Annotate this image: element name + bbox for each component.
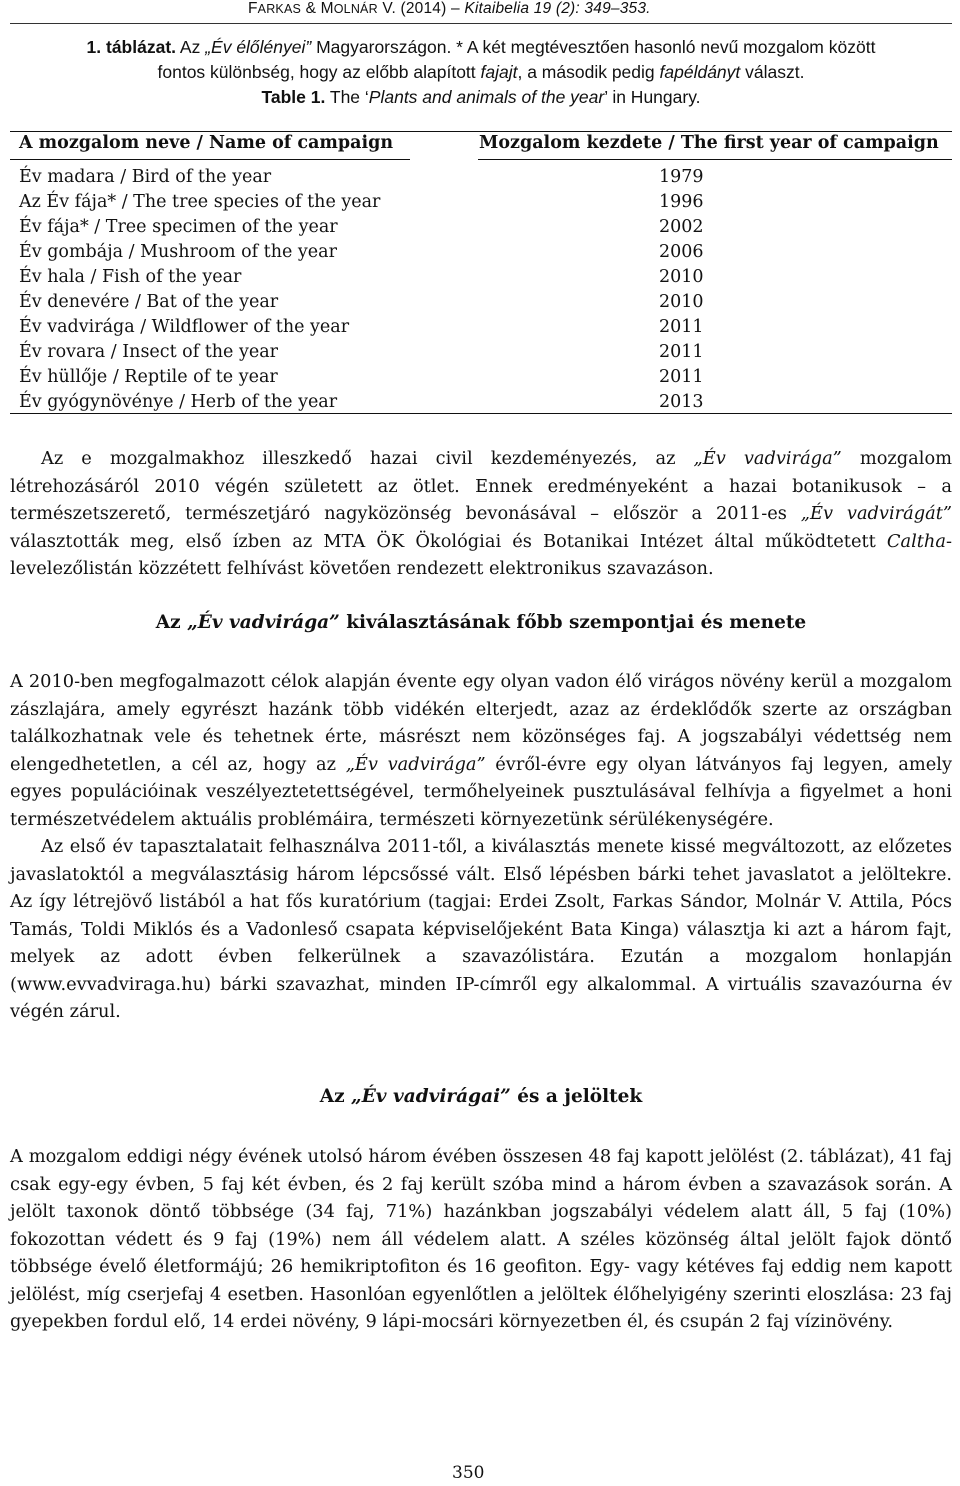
table-row <box>19 367 719 392</box>
citation-dash: – <box>450 0 460 17</box>
paragraph-intro <box>10 445 952 583</box>
row-name: Év gyógynövénye / Herb of the year <box>19 392 338 412</box>
row-name: Év gombája / Mushroom of the year <box>19 242 337 262</box>
row-year: 2013 <box>659 392 704 412</box>
row-year: 2011 <box>659 317 704 337</box>
section-heading-nominees <box>10 1086 952 1107</box>
paragraph-text: A 2010-ben megfogalmazott célok alapján évente egy olyan vadon élő virágos növény kerül a mozgalom zászlajára, amely egyrészt hazánk több vidékén elterjedt, azaz az érdeklődők szerte az országban találkozhatnak vele és tehetnek érte, másrészt nem közönséges faj. A jogszabályi védettség nem elengedhetetlen, a cél az, hogy az <box>10 671 952 775</box>
heading-text: és a jelöltek <box>510 1086 643 1107</box>
table-row <box>19 292 719 317</box>
table-row <box>19 242 719 267</box>
caption-text: ’ in Hungary. <box>604 87 701 107</box>
caption-label-hu: 1. táblázat. <box>86 37 177 57</box>
row-name: Év rovara / Insect of the year <box>19 342 279 362</box>
header-rule <box>10 23 952 24</box>
caption-text: , a második pedig <box>517 62 660 82</box>
row-year: 2011 <box>659 367 704 387</box>
author-rest-2: OLNÁR <box>333 2 378 16</box>
table-rule-mid <box>478 159 952 160</box>
heading-italic: „Év vadvirága” <box>187 612 340 633</box>
paragraph-text: évről-évre egy olyan látványos faj legyen, amely egyes populációinak veszélyeztetettségével, termőhelyeinek pusztulásával felhívja a figyelmet a honi természetvédelem aktuális problémáira, természeti környezetünk sérülékenységére. <box>10 753 953 830</box>
caption-text: fontos különbség, hogy az előbb alapított <box>157 62 481 82</box>
paragraph-text: -levelezőlistán közzétett felhívást követően rendezett elektronikus szavazáson. <box>10 530 952 579</box>
row-name: Év hüllője / Reptile of te year <box>19 367 278 387</box>
citation-year: V. (2014) <box>377 0 451 17</box>
caption-text: Az <box>176 37 206 57</box>
paragraph-italic: Caltha <box>886 530 946 552</box>
table-header-year: Mozgalom kezdete / The first year of campaign <box>479 133 939 153</box>
caption-text: The ‘ <box>325 87 369 107</box>
paragraph-text: Az e mozgalmakhoz illeszkedő hazai civil kezdeményezés, az <box>41 448 694 469</box>
author-amp: & <box>301 0 321 17</box>
table-rule-mid <box>10 159 410 160</box>
table-row <box>19 342 719 367</box>
row-name: Az Év fája* / The tree species of the year <box>19 192 381 212</box>
heading-text: Az <box>155 612 188 633</box>
caption-italic: fajajt <box>480 62 518 82</box>
paragraph-italic: „Év vadvirágát” <box>800 503 952 524</box>
paragraph-text: választották meg, első ízben az MTA ÖK Ökológiai és Botanikai Intézet által működtetett <box>10 530 887 552</box>
author-initial-1: F <box>248 0 258 17</box>
paragraph-text: mozgalom létrehozásáról 2010 végén született az ötlet. Ennek eredményeként a hazai botanikusok – a természetszerető, természetjáró nagyközönség bevonásával – először a 2011-es <box>10 448 953 524</box>
row-name: Év vadvirága / Wildflower of the year <box>19 317 350 337</box>
heading-text: Az <box>319 1086 352 1107</box>
caption-line-1 <box>10 35 952 60</box>
table-header-name: A mozgalom neve / Name of campaign <box>19 133 394 153</box>
row-year: 1996 <box>659 192 704 212</box>
paragraph-italic: „Év vadvirága” <box>345 753 486 775</box>
table-rule-top <box>10 131 952 132</box>
caption-text: választ. <box>740 62 805 82</box>
caption-label-en: Table 1. <box>261 87 326 107</box>
row-name: Év denevére / Bat of the year <box>19 292 279 312</box>
row-year: 2010 <box>659 267 704 287</box>
row-name: Év fája* / Tree specimen of the year <box>19 217 338 237</box>
journal-name: Kitaibelia 19 (2): 349–353. <box>459 0 651 17</box>
caption-italic: fapéldányt <box>659 62 741 82</box>
row-year: 2010 <box>659 292 704 312</box>
table-row <box>19 192 719 217</box>
caption-italic: Plants and animals of the year <box>368 87 605 107</box>
row-year: 2011 <box>659 342 704 362</box>
paragraph-nominees <box>10 1143 952 1336</box>
row-year: 2006 <box>659 242 704 262</box>
caption-italic: „Év élőlényei” <box>205 37 312 57</box>
table-caption <box>10 35 952 110</box>
paragraph-italic: „Év vadvirága” <box>693 448 842 469</box>
paragraph-criteria <box>10 668 952 1026</box>
heading-italic: „Év vadvirágai” <box>351 1086 511 1107</box>
paragraph-nominees-text: A mozgalom eddigi négy évének utolsó három évében összesen 48 faj kapott jelölést (2. táblázat), 41 faj csak egy-egy évben, 5 faj két évben, és 2 faj került szóba mind a három évben a szavazások során. A jelölt taxonok döntő többsége (34 faj, 71%) hazánkban jogszabályi védelem alatt áll, 5 faj (10%) fokozottan védett és 9 faj (19%) nem áll védelem alatt. A széles közönség által jelölt fajok döntő többsége évelő életformájú; 26 hemikriptofiton és 16 geofiton. Egy- vagy kétéves faj eddig nem kapott jelölést, míg cserjefaj 4 esetben. Hasonlóan egyenlőtlen a jelöltek élőhelyigény szerinti eloszlása: 23 faj gyepekben fordul elő, 14 erdei növény, 9 lápi-mocsári környezetben él, és csupán 2 faj vízinövény. <box>10 1146 952 1332</box>
author-initial-2: M <box>320 0 334 17</box>
table-row <box>19 317 719 342</box>
running-header <box>248 0 651 18</box>
row-name: Év hala / Fish of the year <box>19 267 242 287</box>
paragraph-process: Az első év tapasztalatait felhasználva 2011-től, a kiválasztás menete kissé megváltozott, az előzetes javaslatoktól a megválasztásig három lépcsőssé vált. Első lépésben bárki tehet javaslatot a jelöltekre. Az így létrejövő listából a hat fős kuratórium (tagjai: Erdei Zsolt, Farkas Sándor, Molnár V. Attila, Pócs Tamás, Toldi Miklós és a Vadonleső csapata képviselőjeként Bata Kinga) választja ki azt a három fajt, melyek az adott évben felkerülnek a szavazólistára. Ezután a mozgalom honlapján (www.evvadviraga.hu) bárki szavazhat, minden IP-címről egy alkalommal. A virtuális szavazóurna év végén zárul. <box>10 836 952 1022</box>
caption-text: Magyarországon. * A két megtévesztően hasonló nevű mozgalom között <box>311 37 876 57</box>
row-name: Év madara / Bird of the year <box>19 167 272 187</box>
caption-line-2 <box>10 60 952 85</box>
author-rest-1: ARKAS <box>257 2 302 16</box>
table-row <box>19 267 719 292</box>
heading-text: kiválasztásának főbb szempontjai és menete <box>339 612 807 633</box>
row-year: 2002 <box>659 217 704 237</box>
table-row <box>19 167 719 192</box>
caption-line-3 <box>10 85 952 110</box>
row-year: 1979 <box>659 167 704 187</box>
table-row <box>19 217 719 242</box>
section-heading-selection <box>10 612 952 633</box>
page-number: 350 <box>452 1463 485 1483</box>
table-rule-bottom <box>10 413 952 414</box>
